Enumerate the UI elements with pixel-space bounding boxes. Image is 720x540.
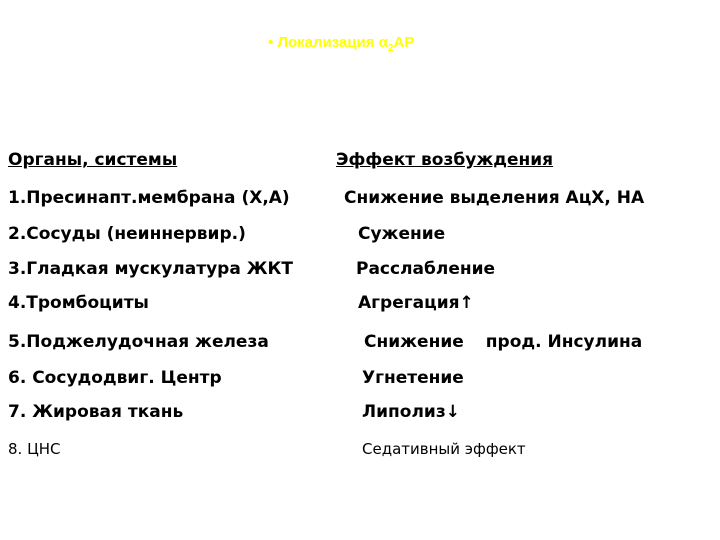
row-1-effect: Снижение выделения АцХ, НА (344, 188, 645, 208)
row-8-effect: Седативный эффект (362, 440, 526, 458)
row-2-effect: Сужение (358, 224, 446, 244)
header-effect: Эффект возбуждения (336, 150, 554, 170)
row-5-effect-part2: прод. Инсулина (485, 332, 643, 352)
title-suffix: АР (393, 34, 415, 51)
row-4-effect: Агрегация↑ (358, 293, 474, 313)
row-7-effect: Липолиз↓ (362, 402, 460, 422)
row-1-organ: 1.Пресинапт.мембрана (Х,А) (8, 188, 290, 208)
row-2-organ: 2.Сосуды (неиннервир.) (8, 224, 246, 244)
row-5-effect-part1: Снижение (364, 332, 464, 352)
title-bullet: • (268, 34, 274, 51)
row-5-organ: 5.Поджелудочная железа (8, 332, 269, 352)
row-6-organ: 6. Сосудодвиг. Центр (8, 368, 222, 388)
row-3-effect: Расслабление (356, 259, 496, 279)
header-organs: Органы, системы (8, 150, 178, 170)
row-4-organ: 4.Тромбоциты (8, 293, 149, 313)
row-5-effect (364, 332, 642, 352)
row-6-effect: Угнетение (362, 368, 464, 388)
title-subscript: 2 (387, 43, 394, 54)
title-text: Локализация α (277, 34, 388, 51)
row-7-organ: 7. Жировая ткань (8, 402, 184, 422)
slide-title (268, 34, 414, 54)
row-8-organ: 8. ЦНС (8, 440, 61, 458)
row-3-organ: 3.Гладкая мускулатура ЖКТ (8, 259, 294, 279)
